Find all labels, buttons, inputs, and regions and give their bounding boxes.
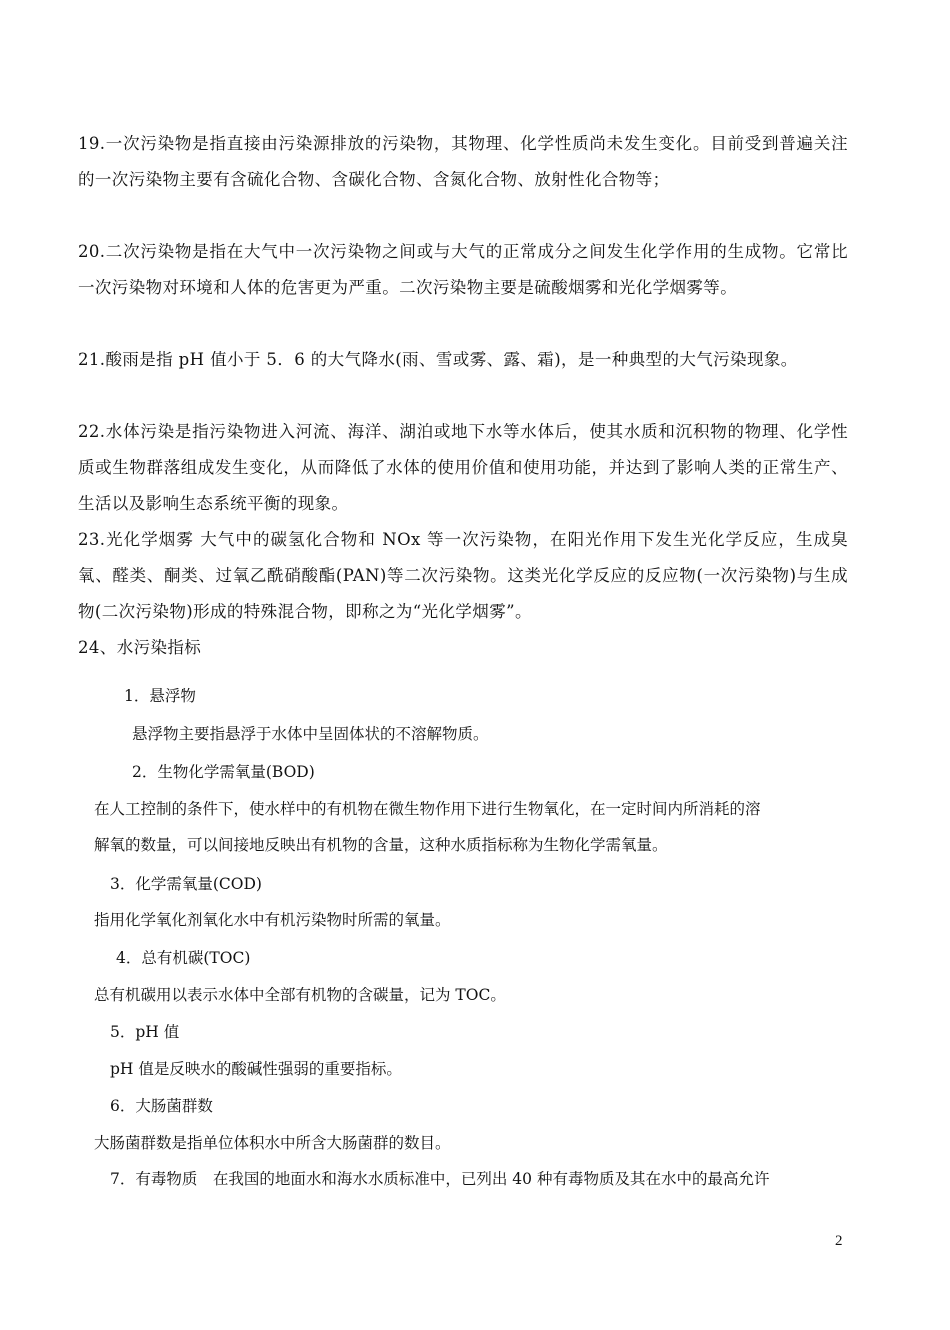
indicator-2-title: 2．生物化学需氧量(BOD): [132, 763, 315, 781]
indicator-2-body-line1: 在人工控制的条件下，使水样中的有机物在微生物作用下进行生物氧化，在一定时间内所消耗的溶: [94, 800, 761, 818]
indicator-4-title: 4．总有机碳(TOC): [116, 949, 251, 967]
paragraph-21: 21.酸雨是指 pH 值小于 5．6 的大气降水(雨、雪或雾、露、霜)，是一种典型的大气污染现象。: [78, 350, 798, 369]
indicator-7-line: 7．有毒物质 在我国的地面水和海水水质标准中，已列出 40 种有毒物质及其在水中的最高允许: [110, 1170, 770, 1188]
indicator-4-body: 总有机碳用以表示水体中全部有机物的含碳量，记为 TOC。: [94, 986, 506, 1004]
paragraph-23: 23.光化学烟雾 大气中的碳氢化合物和 NOx 等一次污染物，在阳光作用下发生光化学反应，生成臭氧、醛类、酮类、过氧乙酰硝酸酯(PAN)等二次污染物。这类光化学反应的反应物(一次污染物)与生成物(二次污染物)形成的特殊混合物，即称之为“光化学烟雾”。: [78, 530, 848, 621]
paragraph-22: 22.水体污染是指污染物进入河流、海洋、湖泊或地下水等水体后，使其水质和沉积物的物理、化学性质或生物群落组成发生变化，从而降低了水体的使用价值和使用功能，并达到了影响人类的正常生产、生活以及影响生态系统平衡的现象。: [78, 422, 848, 513]
indicator-6-title: 6．大肠菌群数: [110, 1097, 213, 1115]
indicator-1-title: 1．悬浮物: [124, 687, 196, 705]
indicator-6-body: 大肠菌群数是指单位体积水中所含大肠菌群的数目。: [94, 1134, 451, 1152]
indicator-5-title: 5．pH 值: [110, 1023, 180, 1041]
indicator-5-body: pH 值是反映水的酸碱性强弱的重要指标。: [110, 1060, 402, 1078]
paragraph-19: 19.一次污染物是指直接由污染源排放的污染物，其物理、化学性质尚未发生变化。目前受到普遍关注的一次污染物主要有含硫化合物、含碳化合物、含氮化合物、放射性化合物等；: [78, 134, 848, 189]
indicator-3-title: 3．化学需氧量(COD): [110, 875, 262, 893]
indicator-2-body-line2: 解氧的数量，可以间接地反映出有机物的含量，这种水质指标称为生物化学需氧量。: [94, 836, 668, 854]
indicator-3-body: 指用化学氧化剂氧化水中有机污染物时所需的氧量。: [94, 911, 451, 929]
paragraph-20: 20.二次污染物是指在大气中一次污染物之间或与大气的正常成分之间发生化学作用的生成物。它常比一次污染物对环境和人体的危害更为严重。二次污染物主要是硫酸烟雾和光化学烟雾等。: [78, 242, 848, 297]
paragraph-24-heading: 24、水污染指标: [78, 638, 202, 657]
page-number: 2: [835, 1233, 843, 1249]
indicator-1-body: 悬浮物主要指悬浮于水体中呈固体状的不溶解物质。: [132, 725, 489, 743]
